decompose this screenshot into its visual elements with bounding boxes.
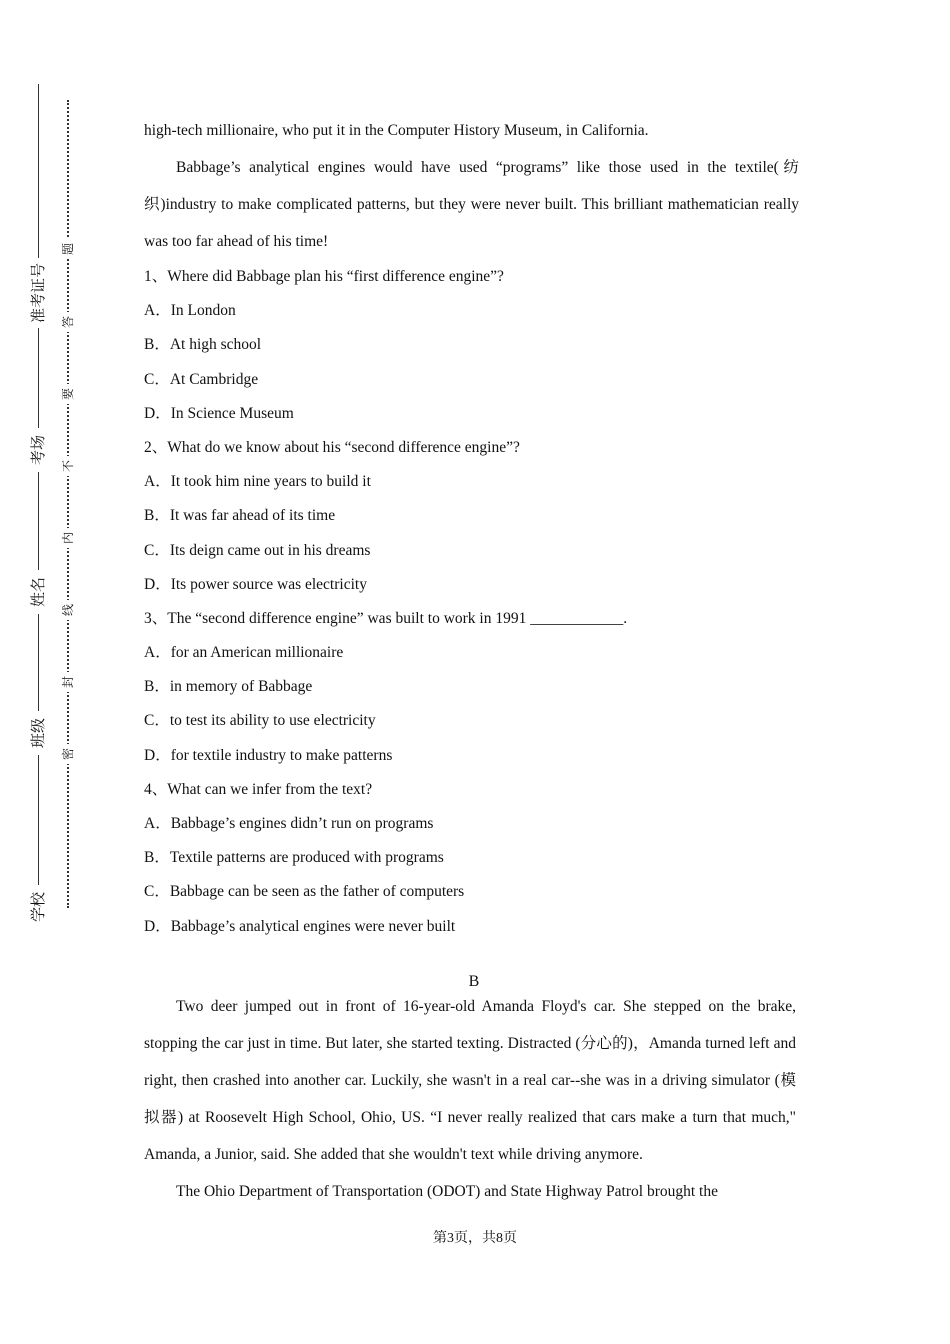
question-stem: 2、What do we know about his “second difference engine”? (144, 438, 520, 456)
answer-option: C．Its deign came out in his dreams (144, 541, 371, 559)
question-block (144, 431, 799, 602)
answer-option: B．It was far ahead of its time (144, 507, 336, 525)
answer-option: A．for an American millionaire (144, 644, 344, 662)
passage-a (144, 117, 799, 944)
answer-option: A．It took him nine years to build it (144, 473, 371, 491)
seal-char: 线 (59, 600, 77, 620)
seal-char: 封 (59, 672, 77, 692)
seal-char: 要 (59, 384, 77, 404)
question-stem: 4、What can we infer from the text? (144, 780, 373, 798)
answer-option: D．Its power source was electricity (144, 575, 367, 593)
seal-char: 答 (59, 312, 77, 332)
exam-id-label: 准考证号 (28, 258, 48, 328)
question-stem: 1、Where did Babbage plan his “first difference engine”? (144, 268, 504, 285)
page-number: 第3页，共8页 (433, 1231, 517, 1246)
seal-char: 内 (59, 528, 77, 548)
paragraph: Two deer jumped out in front of 16-year-old Amanda Floyd's car. She stepped on the brake, stopping the car just in time. But later, she started texting. Distracted (分心的)，Amanda turned left and right, then crashed into another car. Luckily, she wasn't in a real car--she was in a driving simulator (模拟器) at Roosevelt High School, Ohio, US. “I never really realized that cars make a turn that much," Amanda, a Junior, said. She added that she wouldn't text while driving anymore. (144, 998, 796, 1163)
exam-room-label: 考场 (28, 428, 48, 472)
paragraph: Babbage’s analytical engines would have used “programs” like those used in the textile(纺织)industry to make complicated patterns, but they were never built. This brilliant mathematician really was too far ahead of his time! (144, 159, 799, 250)
question-block (144, 260, 799, 431)
paragraph: high-tech millionaire, who put it in the Computer History Museum, in California. (144, 122, 649, 139)
question-block (144, 602, 799, 773)
passage-b (144, 988, 796, 1210)
answer-option: A．In London (144, 302, 236, 320)
school-label: 学校 (28, 885, 48, 929)
answer-option: D．Babbage’s analytical engines were never built (144, 917, 456, 935)
section-title: B (468, 973, 480, 990)
answer-option: D．for textile industry to make patterns (144, 746, 393, 764)
answer-option: B．in memory of Babbage (144, 678, 313, 696)
question-stem: 3、The “second difference engine” was built to work in 1991 ____________. (144, 609, 628, 627)
seal-char: 不 (59, 456, 77, 476)
answer-option: A．Babbage’s engines didn’t run on programs (144, 815, 434, 832)
answer-option: B．At high school (144, 336, 262, 354)
name-label: 姓名 (28, 570, 48, 614)
answer-option: C．At Cambridge (144, 370, 259, 388)
binding-dotted-line (67, 100, 69, 908)
answer-option: C．Babbage can be seen as the father of computers (144, 883, 465, 901)
answer-option: B．Textile patterns are produced with programs (144, 849, 444, 867)
answer-option: C．to test its ability to use electricity (144, 712, 376, 730)
paragraph: The Ohio Department of Transportation (ODOT) and State Highway Patrol brought the (176, 1183, 718, 1200)
question-block (144, 773, 799, 944)
answer-option: D．In Science Museum (144, 404, 294, 422)
seal-char: 题 (59, 239, 77, 259)
class-label: 班级 (28, 711, 48, 755)
binding-solid-line (38, 84, 39, 924)
seal-char: 密 (59, 744, 77, 764)
